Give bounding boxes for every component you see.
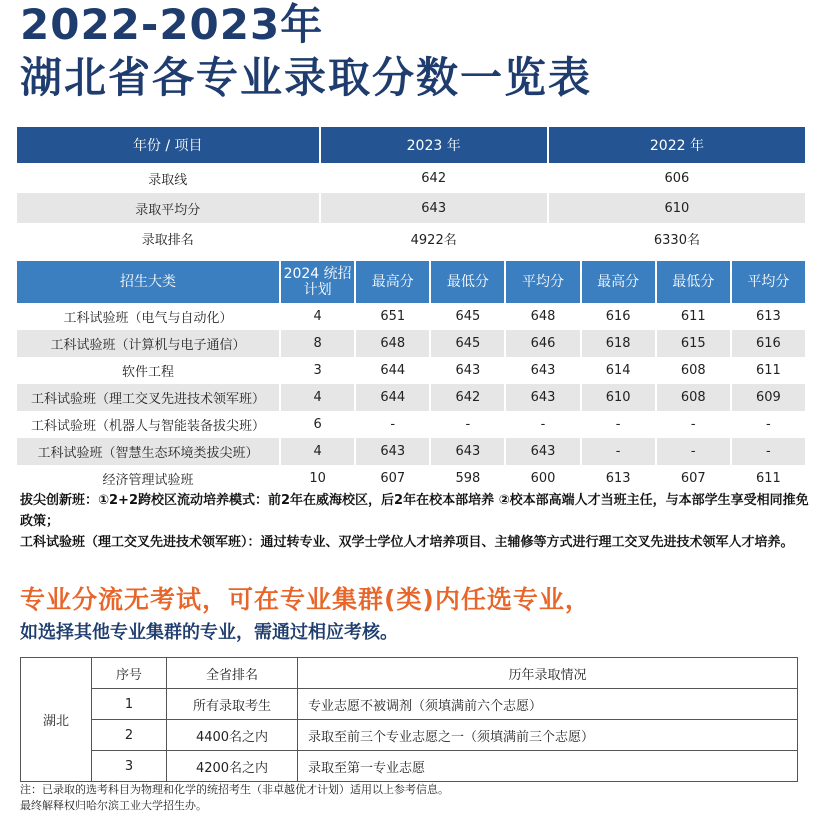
note-elite-class: 拔尖创新班：①2+2跨校区流动培养模式：前2年在威海校区，后2年在校本部培养 ②校本部高端人才当班主任，与本部学生享受相同推免政策；: [20, 493, 809, 529]
rank-no: 3: [92, 751, 167, 782]
score-cell: 607: [380, 471, 406, 486]
major-score-table: [15, 259, 807, 492]
page-title-year: 2022-2023年: [20, 0, 324, 49]
score-cell: 608: [680, 363, 706, 378]
value-2023: 642: [421, 170, 447, 186]
score-cell: 644: [356, 384, 429, 411]
score-cell: 598: [455, 471, 481, 486]
score-cell: 643: [431, 438, 504, 465]
score-cell: 613: [755, 309, 781, 324]
rank-row: [21, 720, 798, 751]
header-plan: 2024 统招计划: [281, 259, 354, 303]
header-rank: 全省排名: [167, 658, 298, 689]
rank-desc: 录取至第一专业志愿: [298, 751, 798, 782]
notes: [20, 490, 812, 553]
rank-header-row: [21, 658, 798, 689]
score-cell: 609: [732, 384, 805, 411]
score-cell: 615: [657, 330, 730, 357]
major-name: 工科试验班（电气与自动化）: [63, 311, 233, 326]
score-cell: 643: [455, 363, 481, 378]
page-title: 湖北省各专业录取分数一览表: [20, 53, 593, 102]
score-cell: 618: [582, 330, 655, 357]
score-cell: 645: [455, 309, 481, 324]
major-name: 工科试验班（理工交叉先进技术领军班）: [17, 384, 279, 411]
major-name: 工科试验班（计算机与电子通信）: [17, 330, 279, 357]
score-cell: -: [582, 438, 655, 465]
score-cell: -: [690, 417, 696, 432]
score-cell: 6: [313, 417, 322, 432]
rank-table: [20, 657, 798, 782]
rank-value: 4400名之内: [167, 720, 298, 751]
score-cell: 643: [530, 363, 556, 378]
score-cell: 4: [281, 438, 354, 465]
score-cell: 613: [605, 471, 631, 486]
score-cell: -: [540, 417, 546, 432]
highlight-blue: 如选择其他专业集群的专业，需通过相应考核。: [20, 622, 398, 643]
value-2022: 606: [664, 170, 690, 186]
header-avg-2022: 平均分: [732, 259, 805, 303]
score-cell: -: [615, 417, 621, 432]
value-2022: 6330名: [653, 232, 700, 248]
footer-notes: [20, 782, 449, 814]
score-cell: 648: [530, 309, 556, 324]
header-major: 招生大类: [17, 259, 279, 303]
note-leading-class: 工科试验班（理工交叉先进技术领军班）：通过转专业、双学士学位人才培养项目、主辅修等方式进行理工交叉先进技术领军人才培养。: [20, 535, 794, 550]
summary-header-row: [17, 127, 805, 163]
summary-row: [17, 223, 805, 253]
header-year-item: 年份 / 项目: [17, 127, 319, 163]
table-row: [17, 411, 805, 438]
value-2023: 4922名: [410, 232, 457, 248]
value-2022: 610: [549, 193, 805, 223]
score-cell: -: [732, 438, 805, 465]
header-avg-2023: 平均分: [506, 259, 579, 303]
score-cell: 616: [732, 330, 805, 357]
rank-row: [21, 751, 798, 782]
rank-desc: 录取至前三个专业志愿之一（须填满前三个志愿）: [298, 720, 798, 751]
rank-no: 2: [92, 720, 167, 751]
score-cell: 643: [356, 438, 429, 465]
header-max-2022: 最高分: [582, 259, 655, 303]
score-cell: 616: [605, 309, 631, 324]
score-cell: 646: [506, 330, 579, 357]
score-cell: -: [766, 417, 771, 432]
score-cell: 642: [431, 384, 504, 411]
header-no: 序号: [92, 658, 167, 689]
score-cell: 611: [755, 471, 781, 486]
table-row: [17, 384, 805, 411]
value-2023: 643: [321, 193, 547, 223]
province-cell: 湖北: [21, 658, 92, 782]
score-cell: 648: [356, 330, 429, 357]
rank-value: 4200名之内: [167, 751, 298, 782]
row-label: 录取平均分: [17, 193, 319, 223]
rank-row: [21, 689, 798, 720]
score-cell: 4: [281, 384, 354, 411]
table-row: [17, 465, 805, 492]
major-name: 工科试验班（智慧生态环境类拔尖班）: [17, 438, 279, 465]
header-2022: 2022 年: [549, 127, 805, 163]
highlight-orange: 专业分流无考试，可在专业集群(类)内任选专业，: [20, 585, 591, 614]
score-cell: 643: [506, 438, 579, 465]
row-label: 录取线: [148, 172, 188, 188]
score-cell: 611: [680, 309, 706, 324]
footer-copyright: 最终解释权归哈尔滨工业大学招生办。: [20, 799, 207, 812]
summary-row: [17, 163, 805, 193]
score-cell: 645: [431, 330, 504, 357]
score-cell: 608: [657, 384, 730, 411]
header-min-2022: 最低分: [657, 259, 730, 303]
rank-value: 所有录取考生: [167, 689, 298, 720]
score-cell: -: [465, 417, 471, 432]
score-cell: 607: [680, 471, 706, 486]
table-row: [17, 438, 805, 465]
footer-note: 注：已录取的选考科目为物理和化学的统招考生（非卓越优才计划）适用以上参考信息。: [20, 783, 449, 796]
header-history: 历年录取情况: [298, 658, 798, 689]
rank-desc: 专业志愿不被调剂（须填满前六个志愿）: [298, 689, 798, 720]
score-cell: 4: [313, 309, 322, 324]
summary-row: [17, 193, 805, 223]
score-cell: 3: [313, 363, 322, 378]
score-cell: 611: [755, 363, 781, 378]
table-row: [17, 303, 805, 330]
table-row: [17, 357, 805, 384]
header-min-2023: 最低分: [431, 259, 504, 303]
header-2023: 2023 年: [321, 127, 547, 163]
row-label: 录取排名: [141, 232, 194, 248]
summary-table: [15, 127, 807, 253]
score-cell: 651: [380, 309, 406, 324]
major-name: 软件工程: [122, 365, 175, 380]
rank-no: 1: [92, 689, 167, 720]
major-name: 经济管理试验班: [102, 473, 194, 488]
score-cell: 614: [605, 363, 631, 378]
score-cell: -: [657, 438, 730, 465]
major-name: 工科试验班（机器人与智能装备拔尖班）: [31, 419, 266, 434]
score-cell: -: [390, 417, 396, 432]
score-cell: 610: [582, 384, 655, 411]
score-cell: 600: [530, 471, 556, 486]
major-header-row: [17, 259, 805, 303]
header-max-2023: 最高分: [356, 259, 429, 303]
score-cell: 644: [380, 363, 406, 378]
score-cell: 10: [309, 471, 326, 486]
score-cell: 8: [281, 330, 354, 357]
table-row: [17, 330, 805, 357]
score-cell: 643: [506, 384, 579, 411]
